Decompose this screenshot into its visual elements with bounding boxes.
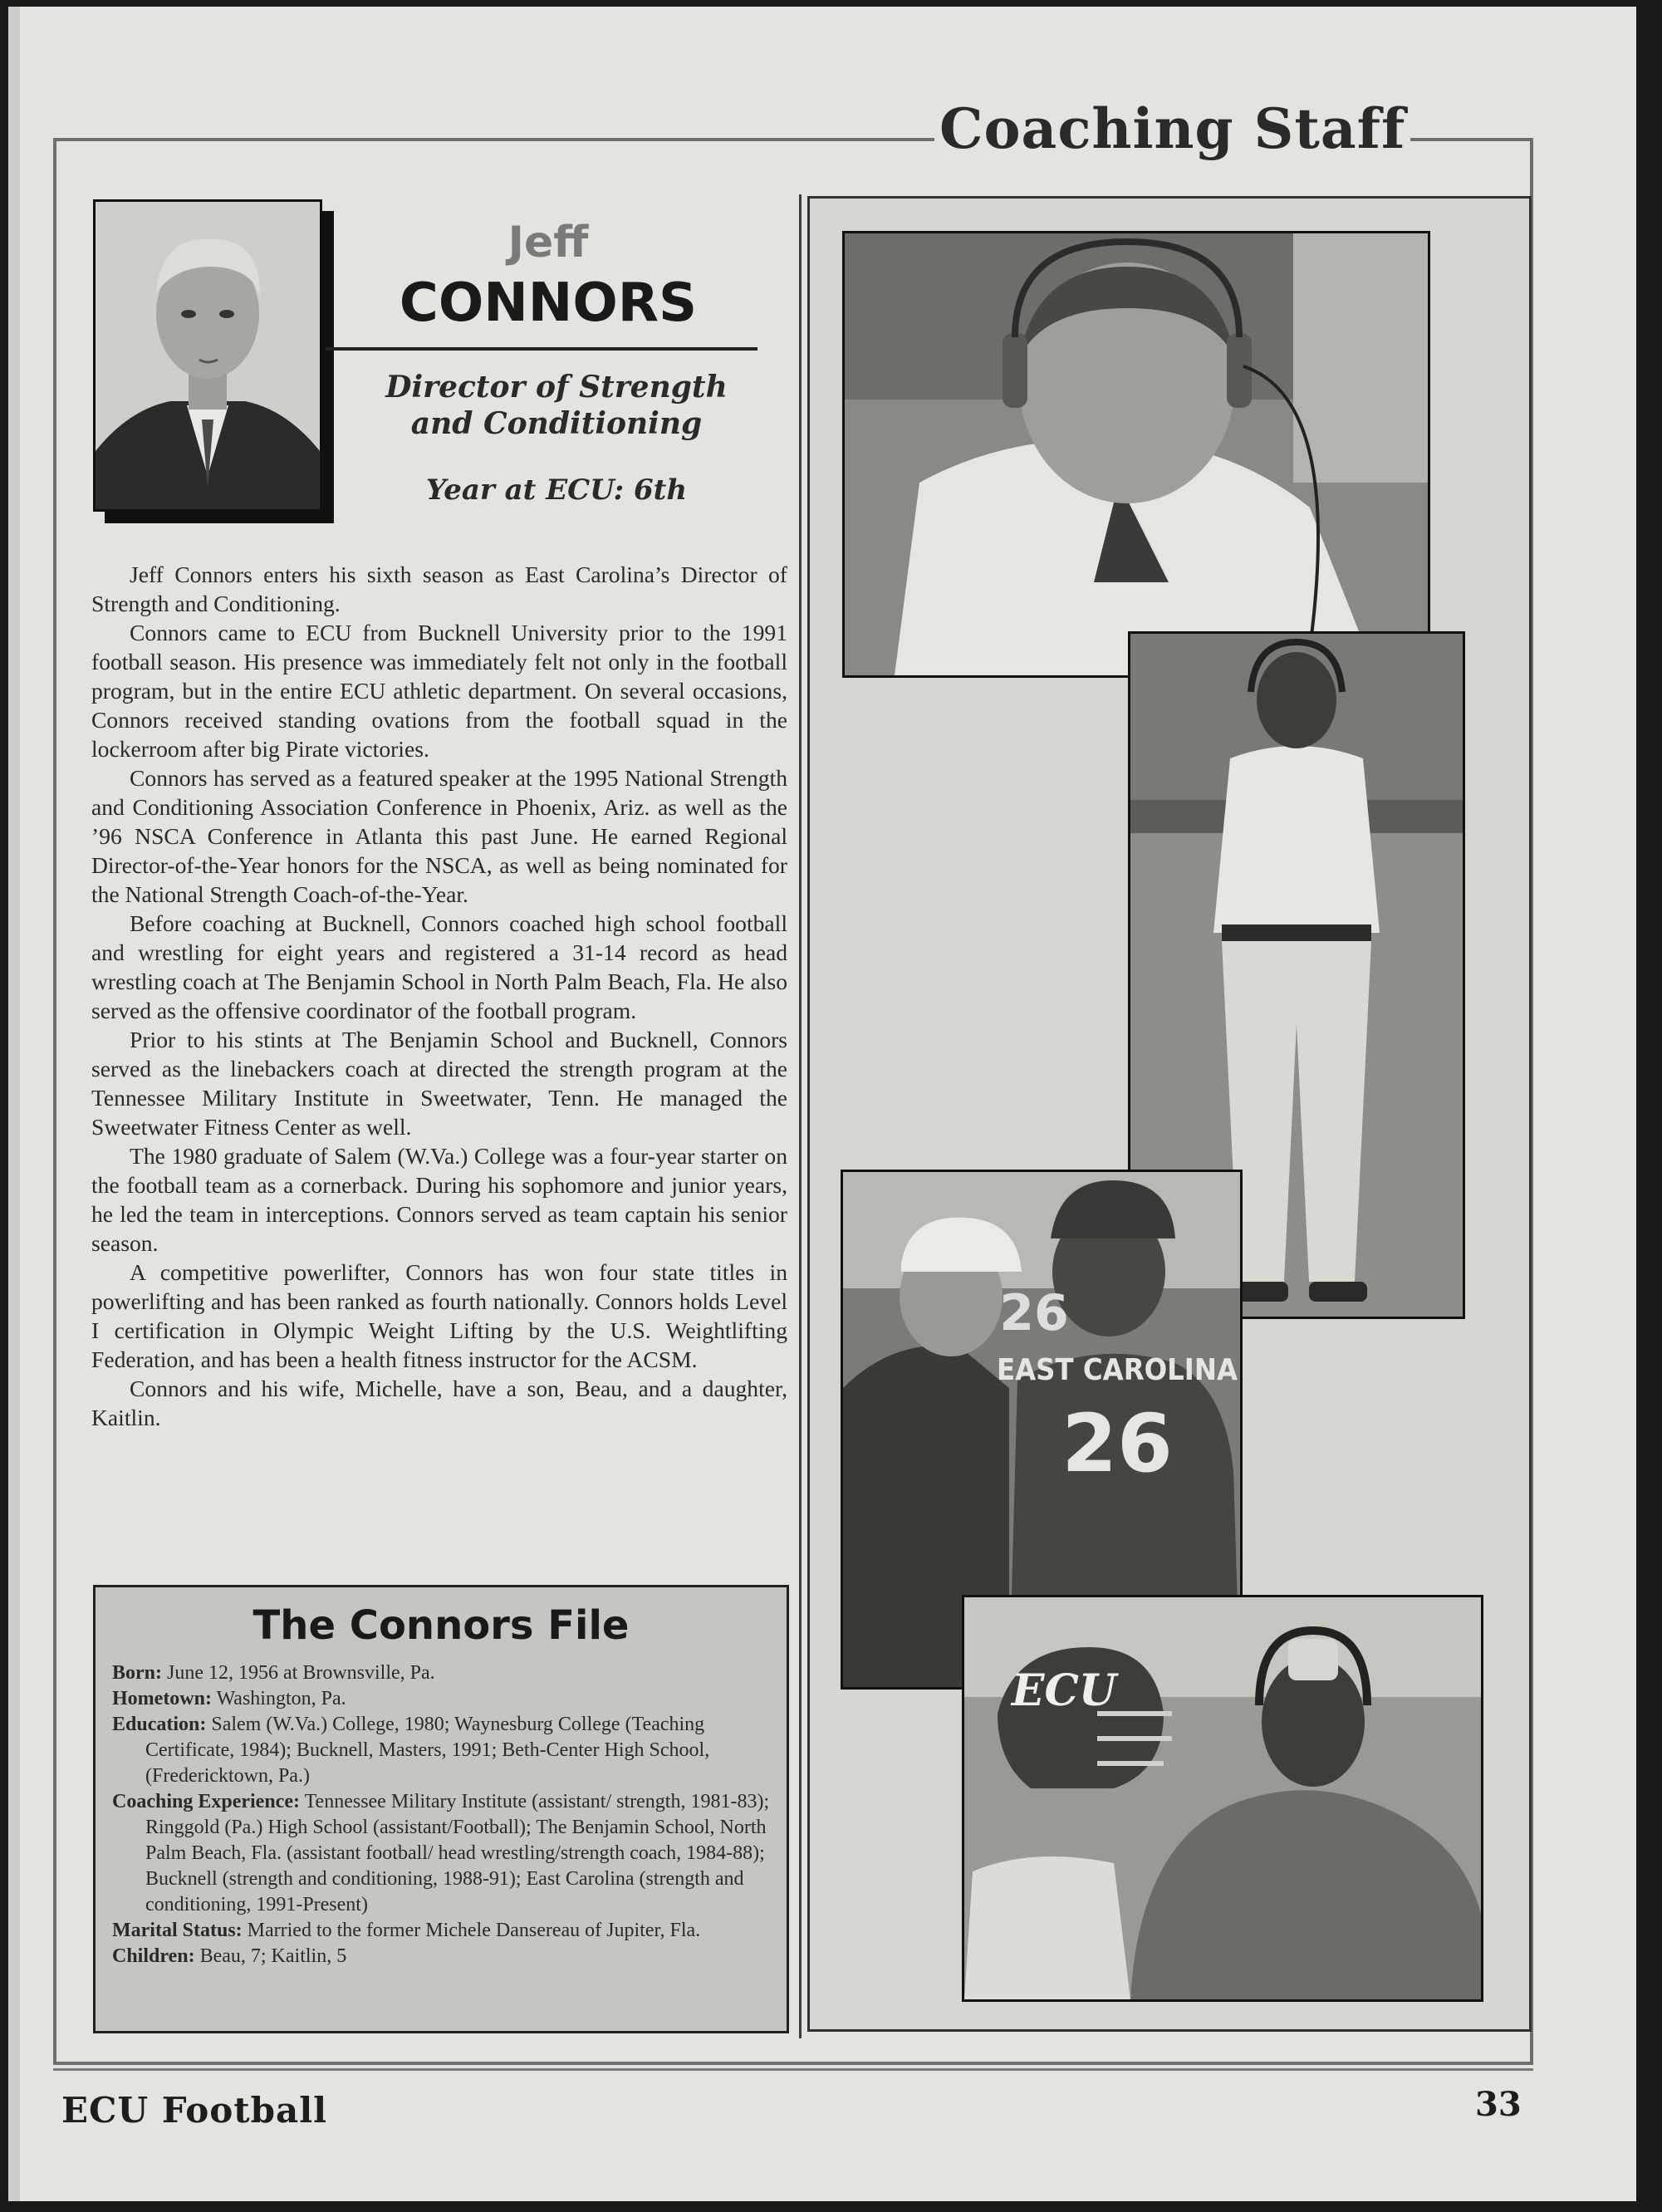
photo-coach-headset (842, 231, 1430, 678)
bio-paragraph: Prior to his stints at The Benjamin School and Bucknell, Connors served as the linebackers coach at directed the strength program at the Tennessee Military Institute in Sweetwater, Tenn. He managed the Sweetwater Fitness Center as well. (91, 1027, 787, 1140)
year-at-ecu: Year at ECU: 6th (425, 473, 688, 507)
file-row-marital-status: Marital Status: Married to the former Michele Dansereau of Jupiter, Fla. (112, 1920, 701, 1941)
file-title: The Connors File (252, 1602, 630, 1649)
bio-paragraph: Connors came to ECU from Bucknell University prior to the 1991 football season. His presence was immediately felt not only in the football program, but in the entire ECU athletic department. On several occasions, Connors received standing ovations from the football squad in the lockerroom after big Pirate victories. (91, 620, 787, 762)
book-spine (8, 7, 20, 2201)
name-last: CONNORS (399, 272, 698, 334)
jersey-number: 26 (1061, 1397, 1173, 1490)
file-row-education: Education: Salem (W.Va.) College, 1980; Waynesburg College (Teaching Certificate, 1984); Bucknell, Masters, 1991; Beth-Center High School, (Fredericktown, Pa.) (112, 1714, 710, 1787)
bio-paragraph: Connors and his wife, Michelle, have a son, Beau, and a daughter, Kaitlin. (91, 1376, 787, 1430)
role-line-1: Director of Strength (385, 370, 728, 405)
file-row-coaching-experience: Coaching Experience: Tennessee Military Institute (assistant/ strength, 1981-83); Ringgold (Pa.) High School (assistant/Football); The Benjamin School, North Palm Beach, Fla. (assistant football/ head wrestling/strength coach, 1984-88); Bucknell (strength and conditioning, 1988-91); East Carolina (strength and conditioning, 1991-Present) (112, 1791, 770, 1915)
biography (91, 560, 787, 1432)
file-row-hometown: Hometown: Washington, Pa. (112, 1688, 346, 1709)
footer-publication: ECU Football (61, 2090, 328, 2131)
column-divider (799, 194, 802, 2038)
name-underline (326, 347, 757, 351)
role-line-2: and Conditioning (410, 406, 703, 441)
helmet-logo: ECU (1011, 1665, 1117, 1716)
bio-paragraph: Connors has served as a featured speaker at the 1995 National Strength and Conditioning Association Conference in Phoenix, Ariz. as well as the ’96 NSCA Conference in Atlanta this past June. He earned Regional Director-of-the-Year honors for the NSCA, as well as being nominated for the National Strength Coach-of-the-Year. (91, 765, 787, 907)
bio-paragraph: Jeff Connors enters his sixth season as East Carolina’s Director of Strength and Conditioning. (91, 562, 787, 616)
jersey-text: EAST CAROLINA (996, 1353, 1238, 1387)
name-first: Jeff (507, 218, 589, 267)
bio-paragraph: Before coaching at Bucknell, Connors coached high school football and wrestling for eight years and registered a 31-14 record as head wrestling coach at The Benjamin School in North Palm Beach, Fla. He also served as the offensive coordinator of the football program. (91, 910, 787, 1023)
file-row-born: Born: June 12, 1956 at Brownsville, Pa. (112, 1662, 435, 1684)
connors-file-box (93, 1585, 789, 2033)
section-title: Coaching Staff (934, 101, 1410, 156)
photo-coach-helmet (962, 1595, 1483, 2002)
role-title (341, 369, 772, 442)
jersey-number-sleeve: 26 (999, 1284, 1069, 1342)
bio-paragraph: A competitive powerlifter, Connors has won four state titles in powerlifting and has been ranked as fourth nationally. Connors holds Level I certification in Olympic Weight Lifting by the U.S. Weightlifting Federation, and has been a health fitness instructor for the ACSM. (91, 1259, 787, 1372)
file-row-children: Children: Beau, 7; Kaitlin, 5 (112, 1945, 347, 1967)
bio-paragraph: The 1980 graduate of Salem (W.Va.) College was a four-year starter on the football team as a cornerback. During his sophomore and junior years, he led the team in interceptions. Connors served as team captain his senior season. (91, 1143, 787, 1256)
page-number: 33 (1475, 2085, 1522, 2124)
headshot-photo (93, 199, 322, 512)
footer-rule (53, 2068, 1533, 2071)
